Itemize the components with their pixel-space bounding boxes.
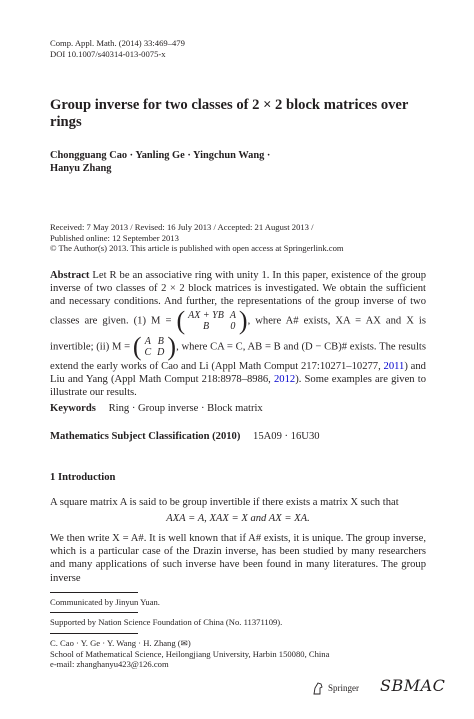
citation-link-2011[interactable]: 2011 [383, 361, 405, 372]
sbmac-logo: SBMAC [380, 676, 446, 695]
received-dates: Received: 7 May 2013 / Revised: 16 July 2013 / Accepted: 21 August 2013 / [50, 222, 314, 232]
m2-a: A [144, 336, 151, 347]
author-affiliation [50, 638, 430, 670]
doi-text[interactable]: DOI 10.1007/s40314-013-0075-x [50, 49, 166, 59]
abstract-text-2: , where A# exists, XA = AX and X is invertible; [50, 315, 426, 353]
journal-citation: Comp. Appl. Math. (2014) 33:469–479 [50, 38, 185, 48]
affiliation-email[interactable]: e-mail: zhanghanyu423@126.com [50, 659, 169, 670]
m1-d: 0 [230, 321, 236, 332]
m1-b: A [229, 310, 236, 321]
license-note: © The Author(s) 2013. This article is published with open access at Springerlink.com [50, 243, 344, 254]
keywords-text: Ring · Group inverse · Block matrix [108, 403, 263, 414]
author-list [50, 149, 270, 175]
keywords-label: Keywords [50, 403, 96, 414]
authors-line-1: Chongguang Cao · Yanling Ge · Yingchun Wang · [50, 150, 271, 161]
matrix-1: ( AX + YB A B 0 ) [176, 306, 248, 335]
affiliation-names: C. Cao · Y. Ge · Y. Wang · H. Zhang (✉) [50, 638, 191, 648]
m1-c: B [202, 321, 210, 332]
abstract-text-6: ). Some examples are given to illustrate our results. [50, 374, 427, 398]
keywords [50, 403, 263, 414]
intro-paragraph-1: A square matrix A is said to be group invertible if there exists a matrix X such that [50, 497, 399, 508]
intro-paragraph-2: We then write X = A#. It is well known that if A# exists, it is unique. The group inverse, which is a particular case of the Drazin inverse, has been studied by many researchers and many applications of such inverse have been found in many literatures. The group inverse [50, 533, 426, 584]
m2-d: D [157, 347, 165, 358]
abstract-text-3: (ii) M = [96, 341, 131, 353]
abstract-label: Abstract [50, 270, 90, 281]
footnote-support: Supported by Nation Science Foundation of China (No. 11371109). [50, 617, 283, 627]
abstract [50, 269, 426, 399]
footnote-rule-1 [50, 592, 138, 593]
springer-logo [312, 681, 359, 695]
paper-title: Group inverse for two classes of 2 × 2 block matrices over rings [50, 97, 409, 130]
abstract-text-4: , where CA = C, AB = B and (D − CB)# exists. The results extend the early works of Cao and Li (Appl Math Comput 217:10271–10277, [50, 341, 426, 372]
abstract-text-1: Let R be an associative ring with unity 1. In this paper, existence of the group inverse of two classes of 2 × 2 block matrices is investigated. We obtain the sufficient and necessary conditions. And further, the representations of the group inverse of two classes are given. (1) M = [50, 270, 427, 327]
affiliation-school: School of Mathematical Science, Heilongjiang University, Harbin 150080, China [50, 648, 330, 659]
springer-label: Springer [328, 683, 359, 693]
springer-horse-icon [312, 681, 324, 695]
subject-classification [50, 431, 320, 442]
msc-codes: 15A09 · 16U30 [253, 431, 320, 442]
publication-dates [50, 222, 430, 254]
abstract-text-5: ) and Liu and Yang (Appl Math Comput 218:8978–8986, [50, 361, 426, 385]
footnote-communicated: Communicated by Jinyun Yuan. [50, 597, 160, 607]
published-date: Published online: 12 September 2013 [50, 232, 179, 243]
footnote-rule-2 [50, 612, 138, 613]
msc-label: Mathematics Subject Classification (2010) [50, 431, 241, 442]
m1-a: AX + YB [188, 310, 224, 321]
intro-equation: AXA = A, XAX = X and AX = XA. [166, 513, 310, 524]
m2-b: B [157, 336, 164, 347]
authors-line-2: Hanyu Zhang [50, 163, 112, 174]
m2-c: C [144, 347, 152, 358]
running-header [50, 38, 185, 60]
matrix-2: ( A B C D ) [132, 332, 177, 361]
footnote-rule-3 [50, 633, 138, 634]
section-heading: 1 Introduction [50, 472, 116, 483]
citation-link-2012[interactable]: 2012 [274, 374, 296, 385]
